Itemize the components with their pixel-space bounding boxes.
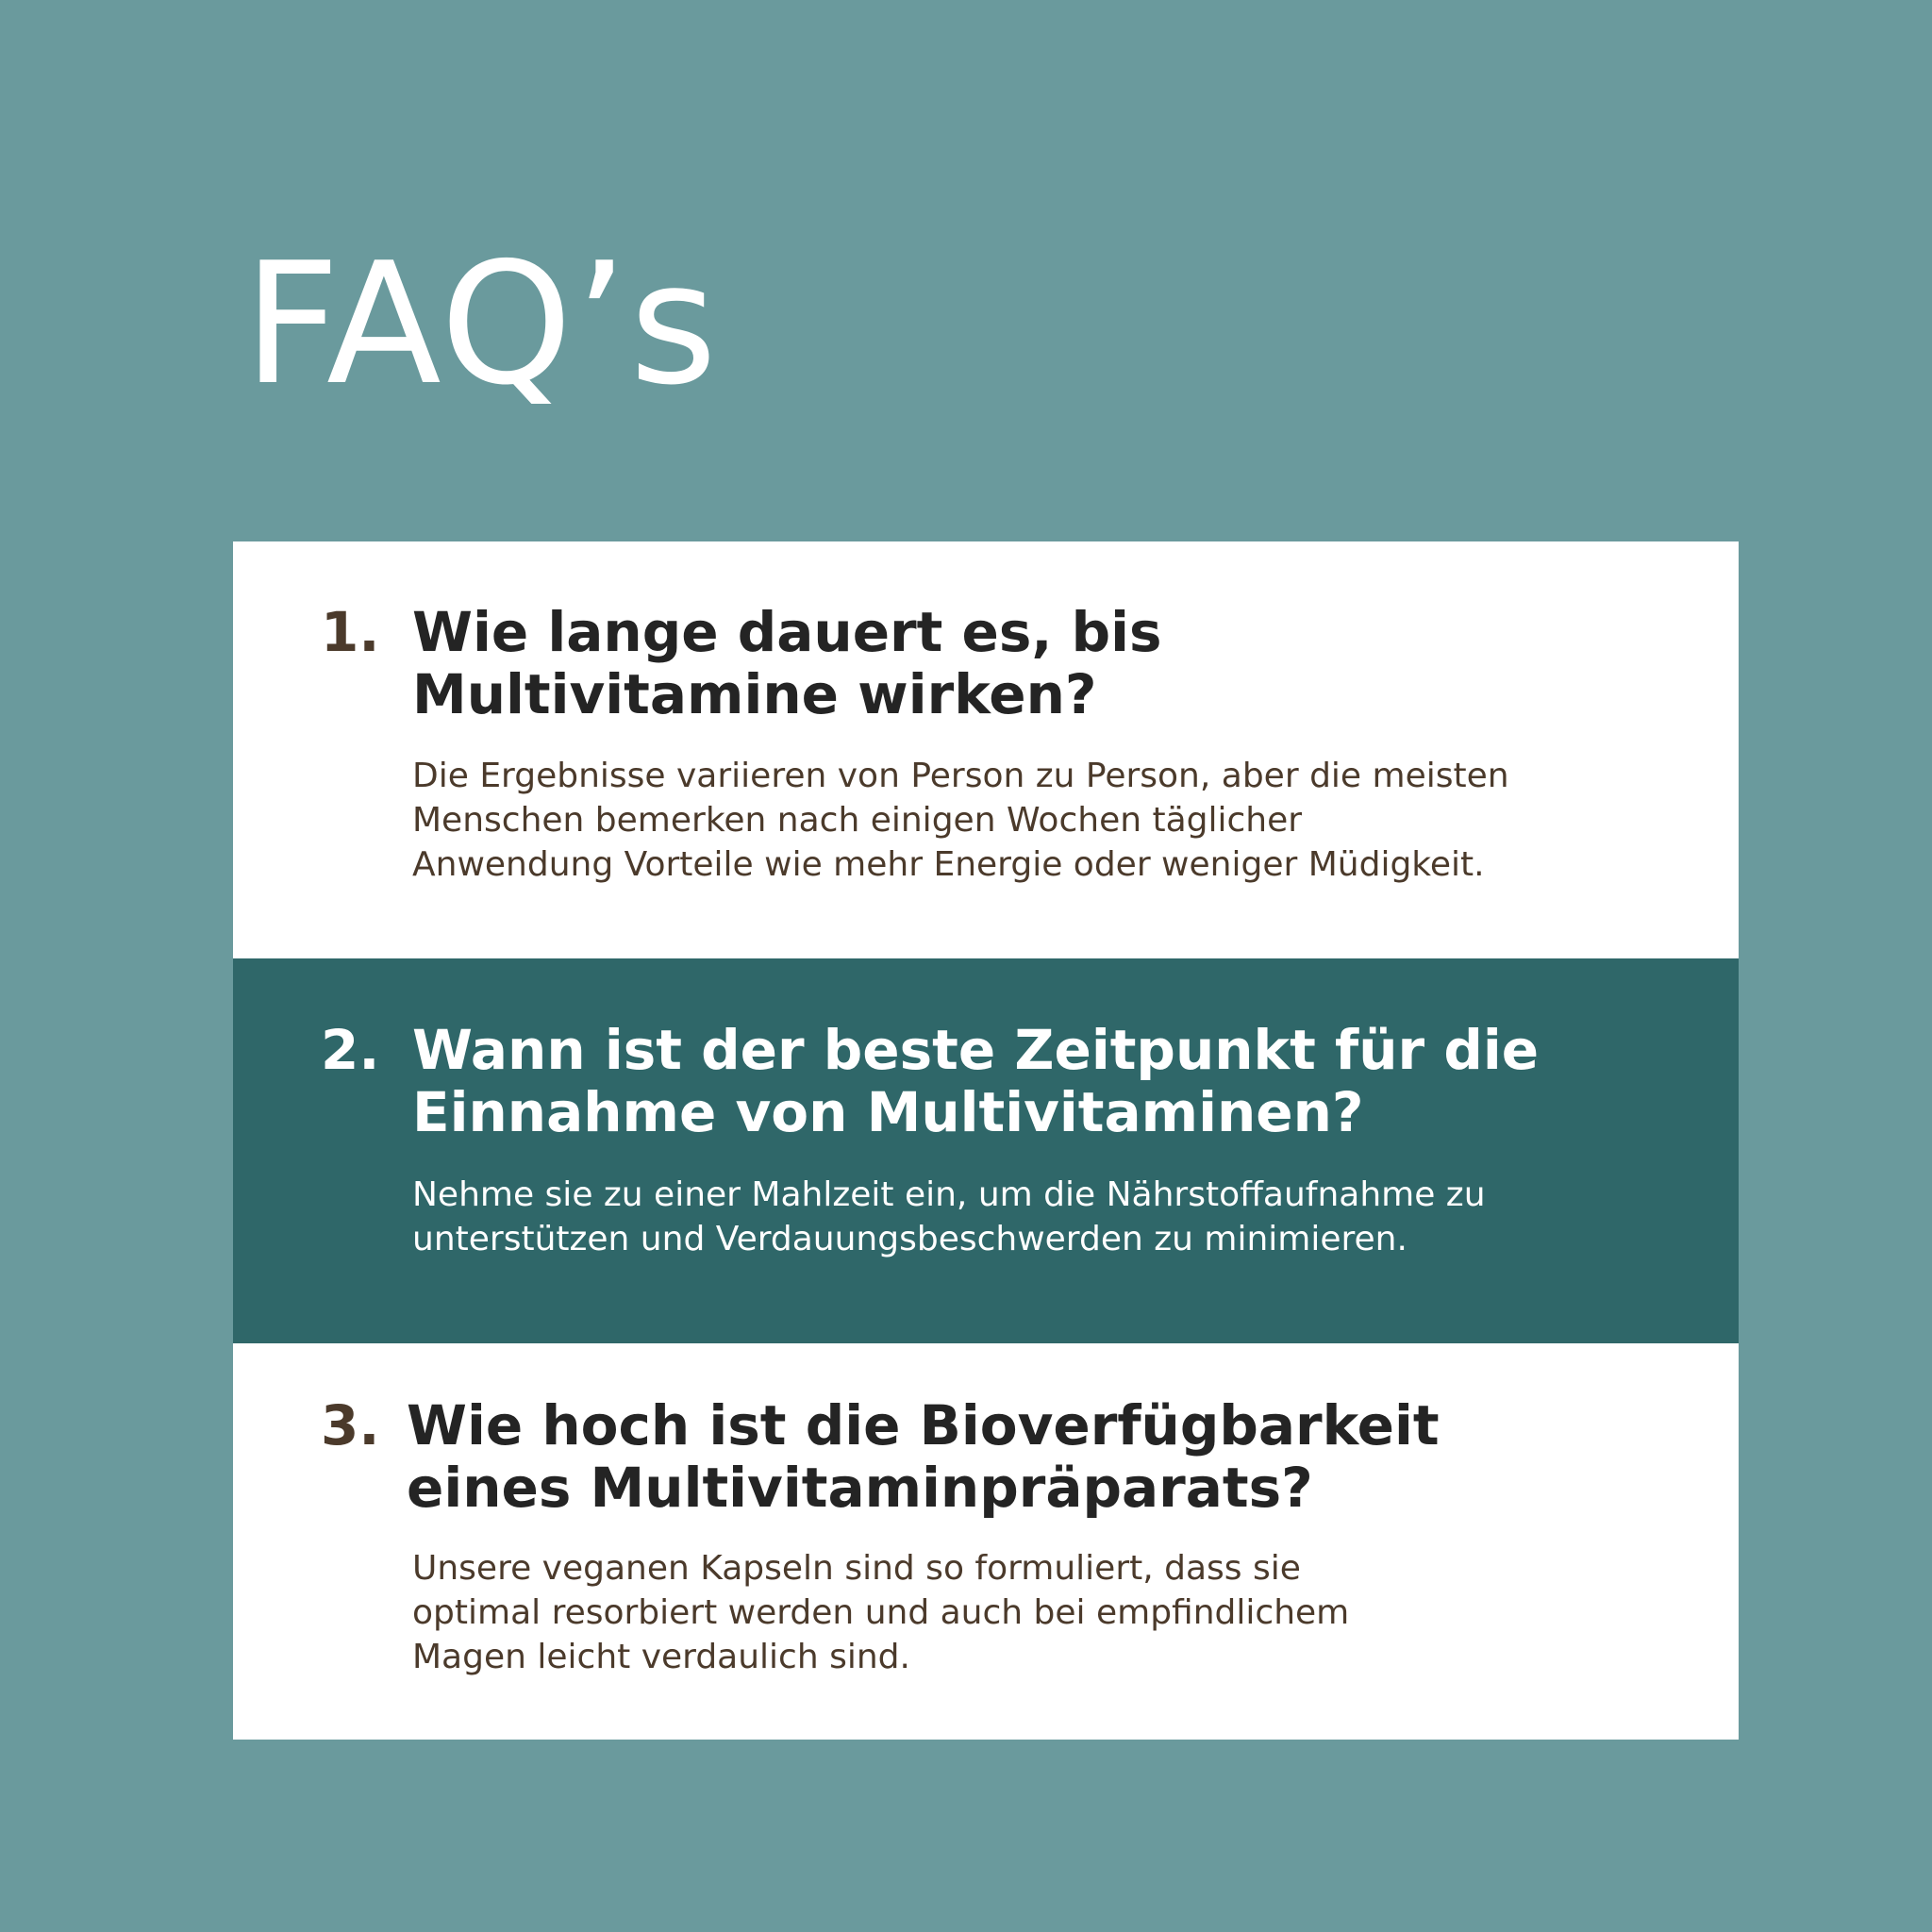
faq-item-1 (233, 541, 1739, 958)
faq-item-3 (233, 1343, 1739, 1740)
faq-answer: Nehme sie zu einer Mahlzeit ein, um die Nährstoffaufnahme zu unterstützen und Verdauungsbeschwerden zu minimieren. (412, 1175, 1486, 1258)
faq-card (233, 541, 1739, 1740)
page-title: FAQ’s (243, 226, 720, 422)
faq-number: 2. (321, 1018, 380, 1082)
faq-number: 3. (321, 1393, 380, 1457)
faq-number: 1. (321, 600, 380, 664)
faq-answer: Die Ergebnisse variieren von Person zu Person, aber die meisten Menschen bemerken nach einigen Wochen täglicher Anwendung Vorteile wie mehr Energie oder weniger Müdigkeit. (412, 757, 1509, 884)
faq-answer: Unsere veganen Kapseln sind so formuliert, dass sie optimal resorbiert werden und auch bei empfindlichem Magen leicht verdaulich sind. (412, 1549, 1350, 1676)
faq-question: Wann ist der beste Zeitpunkt für die Einnahme von Multivitaminen? (412, 1018, 1540, 1144)
faq-question: Wie hoch ist die Bioverfügbarkeit eines Multivitaminpräparats? (407, 1393, 1440, 1520)
faq-question: Wie lange dauert es, bis Multivitamine wirken? (412, 600, 1162, 726)
faq-item-2 (233, 958, 1739, 1343)
